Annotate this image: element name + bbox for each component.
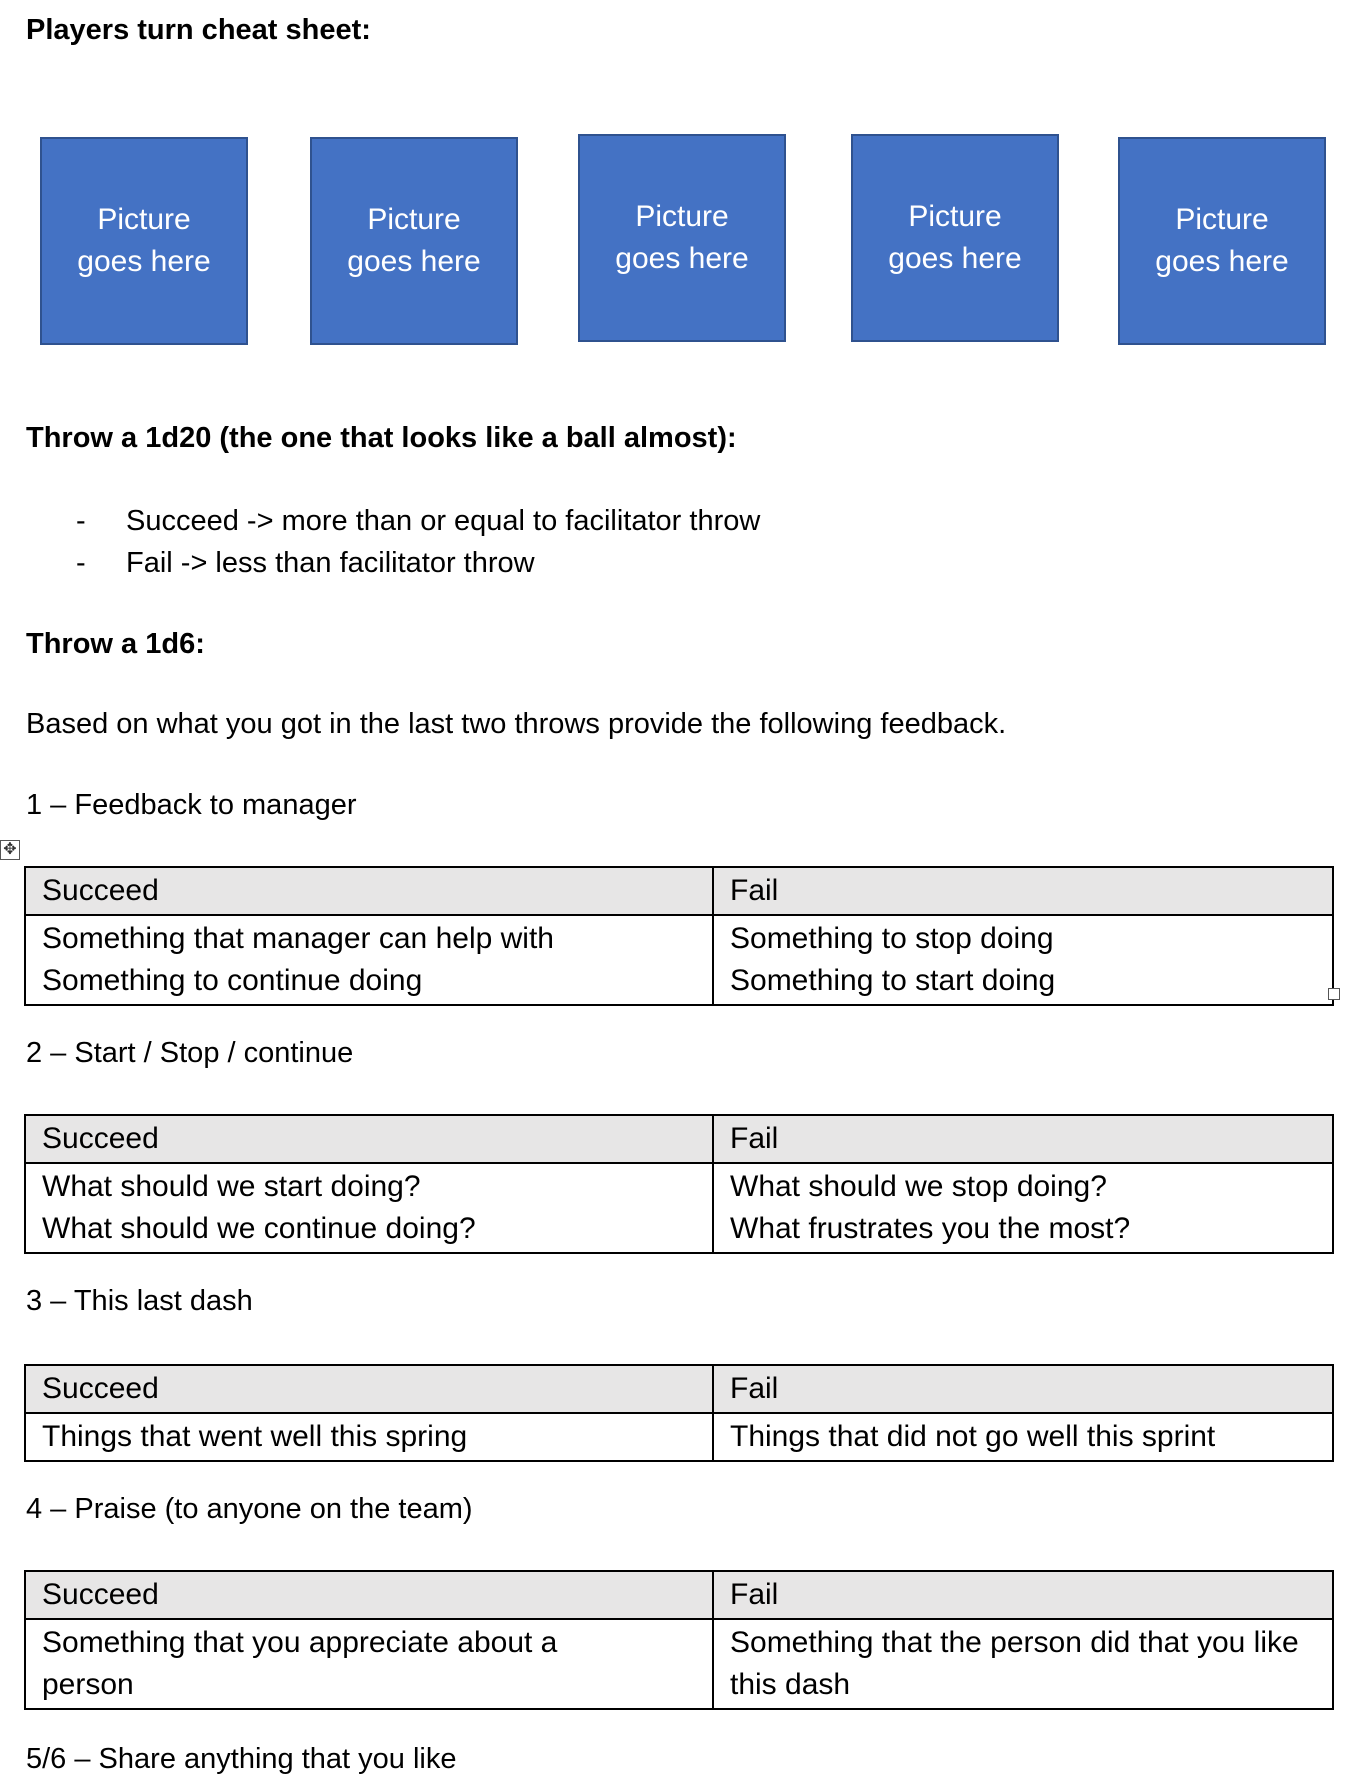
picture-label-line1: Picture (97, 203, 191, 236)
fail-header[interactable]: Fail (713, 1365, 1333, 1413)
section-heading: 2 – Start / Stop / continue (26, 1037, 354, 1069)
succeed-line: What should we continue doing? (42, 1212, 476, 1245)
fail-line: Something that the person did that you like (730, 1626, 1299, 1659)
fail-line: Something to start doing (730, 964, 1056, 997)
fail-line: What frustrates you the most? (730, 1212, 1131, 1245)
fail-cell[interactable] (713, 915, 1333, 1005)
succeed-cell[interactable] (25, 1619, 713, 1709)
picture-label-line1: Picture (635, 200, 729, 233)
section-heading: 1 – Feedback to manager (26, 789, 357, 821)
fail-line: this dash (730, 1668, 851, 1701)
succeed-line: What should we start doing? (42, 1170, 421, 1203)
d6-heading: Throw a 1d6: (26, 628, 205, 660)
d20-heading: Throw a 1d20 (the one that looks like a ball almost): (26, 422, 737, 454)
final-line: 5/6 – Share anything that you like (26, 1743, 457, 1775)
picture-label-line2: goes here (615, 242, 749, 275)
succeed-line: Something that you appreciate about a (42, 1626, 558, 1659)
fail-line: Things that did not go well this sprint (730, 1420, 1216, 1453)
succeed-cell[interactable] (25, 915, 713, 1005)
move-arrows-icon[interactable]: ✥ (0, 840, 20, 860)
fail-header[interactable]: Fail (713, 1115, 1333, 1163)
succeed-header[interactable]: Succeed (25, 867, 713, 915)
bullet-dash: - (76, 547, 86, 579)
succeed-header[interactable]: Succeed (25, 1365, 713, 1413)
fail-header[interactable]: Fail (713, 1571, 1333, 1619)
section-heading: 4 – Praise (to anyone on the team) (26, 1493, 473, 1525)
picture-label-line1: Picture (908, 200, 1002, 233)
succeed-cell[interactable] (25, 1163, 713, 1253)
feedback-table (24, 866, 1334, 1006)
succeed-header[interactable]: Succeed (25, 1115, 713, 1163)
picture-placeholder[interactable] (851, 134, 1059, 342)
d6-intro: Based on what you got in the last two throws provide the following feedback. (26, 708, 1007, 740)
bullet-dash: - (76, 505, 86, 537)
picture-label-line2: goes here (1155, 245, 1289, 278)
picture-placeholder[interactable] (310, 137, 518, 345)
succeed-line: person (42, 1668, 134, 1701)
fail-cell[interactable] (713, 1163, 1333, 1253)
fail-line: What should we stop doing? (730, 1170, 1107, 1203)
resize-handle-icon[interactable] (1328, 988, 1340, 1000)
fail-header[interactable]: Fail (713, 867, 1333, 915)
fail-cell[interactable] (713, 1413, 1333, 1461)
succeed-header[interactable]: Succeed (25, 1571, 713, 1619)
fail-line: Something to stop doing (730, 922, 1054, 955)
page-title: Players turn cheat sheet: (26, 14, 371, 46)
picture-placeholder[interactable] (40, 137, 248, 345)
picture-label-line2: goes here (77, 245, 211, 278)
bullet-succeed: Succeed -> more than or equal to facilitator throw (126, 505, 761, 537)
picture-placeholder[interactable] (1118, 137, 1326, 345)
section-heading: 3 – This last dash (26, 1285, 253, 1317)
picture-label-line2: goes here (888, 242, 1022, 275)
fail-cell[interactable] (713, 1619, 1333, 1709)
feedback-table (24, 1114, 1334, 1254)
succeed-line: Something to continue doing (42, 964, 423, 997)
bullet-fail: Fail -> less than facilitator throw (126, 547, 535, 579)
picture-label-line2: goes here (347, 245, 481, 278)
feedback-table (24, 1364, 1334, 1462)
picture-label-line1: Picture (367, 203, 461, 236)
feedback-table (24, 1570, 1334, 1710)
succeed-line: Something that manager can help with (42, 922, 554, 955)
picture-label-line1: Picture (1175, 203, 1269, 236)
picture-placeholder[interactable] (578, 134, 786, 342)
succeed-line: Things that went well this spring (42, 1420, 468, 1453)
succeed-cell[interactable] (25, 1413, 713, 1461)
